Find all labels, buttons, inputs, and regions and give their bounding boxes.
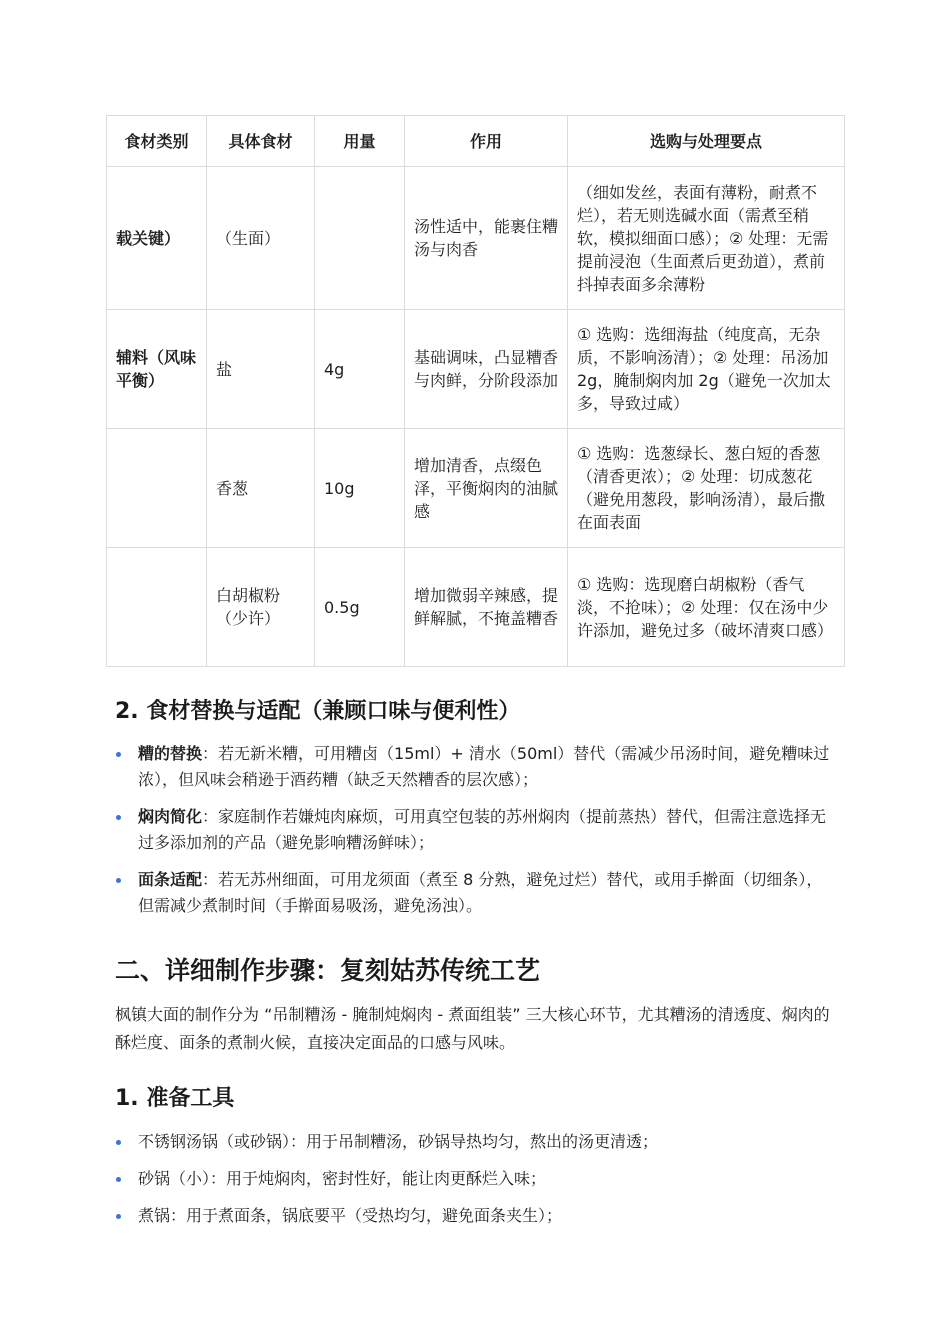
cell-category xyxy=(107,429,207,548)
cell-item: （生面） xyxy=(207,167,315,310)
section-heading-tools: 1. 准备工具 xyxy=(115,1086,235,1111)
bullet-icon xyxy=(116,752,121,757)
header-amount: 用量 xyxy=(315,116,405,167)
cell-amount: 10g xyxy=(315,429,405,548)
cell-item: 白胡椒粉（少许） xyxy=(207,548,315,667)
ingredients-table xyxy=(106,115,845,667)
table-header-row xyxy=(107,116,845,167)
cell-tips: ① 选购：选葱绿长、葱白短的香葱（清香更浓）；② 处理：切成葱花（避免用葱段，影响汤清），最后撒在面表面 xyxy=(568,429,845,548)
cell-role: 增加微弱辛辣感，提鲜解腻，不掩盖糟香 xyxy=(405,548,568,667)
cell-item: 盐 xyxy=(207,310,315,429)
cell-role: 汤性适中，能裹住糟汤与肉香 xyxy=(405,167,568,310)
cell-amount: 0.5g xyxy=(315,548,405,667)
header-item: 具体食材 xyxy=(207,116,315,167)
item-text: ：若无苏州细面，可用龙须面（煮至 8 分熟，避免过烂）替代，或用手擀面（切细条），但需减少煮制时间（手擀面易吸汤，避免汤浊）。 xyxy=(138,870,823,915)
bullet-icon xyxy=(116,1214,121,1219)
intro-paragraph: 枫镇大面的制作分为 “吊制糟汤 - 腌制炖焖肉 - 煮面组装” 三大核心环节，尤其糟汤的清透度、焖肉的酥烂度、面条的煮制火候，直接决定面品的口感与风味。 xyxy=(115,1005,830,1052)
header-role: 作用 xyxy=(405,116,568,167)
section-heading-substitution: 2. 食材替换与适配（兼顾口味与便利性） xyxy=(115,699,521,724)
cell-amount: 4g xyxy=(315,310,405,429)
cell-amount xyxy=(315,167,405,310)
item-text: 砂锅（小）：用于炖焖肉，密封性好，能让肉更酥烂入味； xyxy=(138,1169,547,1188)
item-bold-label: 糟的替换 xyxy=(138,744,203,763)
list-item xyxy=(115,1203,835,1229)
bullet-icon xyxy=(116,1177,121,1182)
item-text: 不锈钢汤锅（或砂锅）：用于吊制糟汤，砂锅导热均匀，熬出的汤更清透； xyxy=(138,1132,659,1151)
chapter-heading: 二、详细制作步骤：复刻姑苏传统工艺 xyxy=(115,956,541,985)
item-bold-label: 焖肉简化 xyxy=(138,807,203,826)
item-text: 煮锅：用于煮面条，锅底要平（受热均匀，避免面条夹生）； xyxy=(138,1206,563,1225)
cell-role: 基础调味，凸显糟香与肉鲜，分阶段添加 xyxy=(405,310,568,429)
item-text: ：若无新米糟，可用糟卤（15ml）+ 清水（50ml）替代（需减少吊汤时间，避免糟味过浓），但风味会稍逊于酒药糟（缺乏天然糟香的层次感）； xyxy=(138,744,830,789)
bullet-icon xyxy=(116,1140,121,1145)
table-row xyxy=(107,167,845,310)
table-row xyxy=(107,429,845,548)
cell-tips: ① 选购：选细海盐（纯度高，无杂质，不影响汤清）；② 处理：吊汤加 2g，腌制焖肉加 2g（避免一次加太多，导致过咸） xyxy=(568,310,845,429)
bullet-icon xyxy=(116,815,121,820)
tools-list xyxy=(115,1129,835,1229)
table-row xyxy=(107,548,845,667)
cell-item: 香葱 xyxy=(207,429,315,548)
cell-tips: （细如发丝，表面有薄粉，耐煮不烂），若无则选碱水面（需煮至稍软，模拟细面口感）；② 处理：无需提前浸泡（生面煮后更劲道），煮前抖掉表面多余薄粉 xyxy=(568,167,845,310)
item-bold-label: 面条适配 xyxy=(138,870,203,889)
list-item xyxy=(115,804,835,856)
cell-tips: ① 选购：选现磨白胡椒粉（香气淡，不抢味）；② 处理：仅在汤中少许添加，避免过多（破坏清爽口感） xyxy=(568,548,845,667)
substitution-list xyxy=(115,741,835,919)
list-item xyxy=(115,741,835,793)
list-item xyxy=(115,1166,835,1192)
bullet-icon xyxy=(116,878,121,883)
cell-category xyxy=(107,548,207,667)
table-row xyxy=(107,310,845,429)
header-category: 食材类别 xyxy=(107,116,207,167)
list-item xyxy=(115,1129,835,1155)
item-text: ：家庭制作若嫌炖肉麻烦，可用真空包装的苏州焖肉（提前蒸热）替代，但需注意选择无过多添加剂的产品（避免影响糟汤鲜味）； xyxy=(138,807,827,852)
list-item xyxy=(115,867,835,919)
cell-role: 增加清香，点缀色泽，平衡焖肉的油腻感 xyxy=(405,429,568,548)
header-tips: 选购与处理要点 xyxy=(568,116,845,167)
cell-category: 载关键） xyxy=(107,167,207,310)
cell-category: 辅料（风味平衡） xyxy=(107,310,207,429)
